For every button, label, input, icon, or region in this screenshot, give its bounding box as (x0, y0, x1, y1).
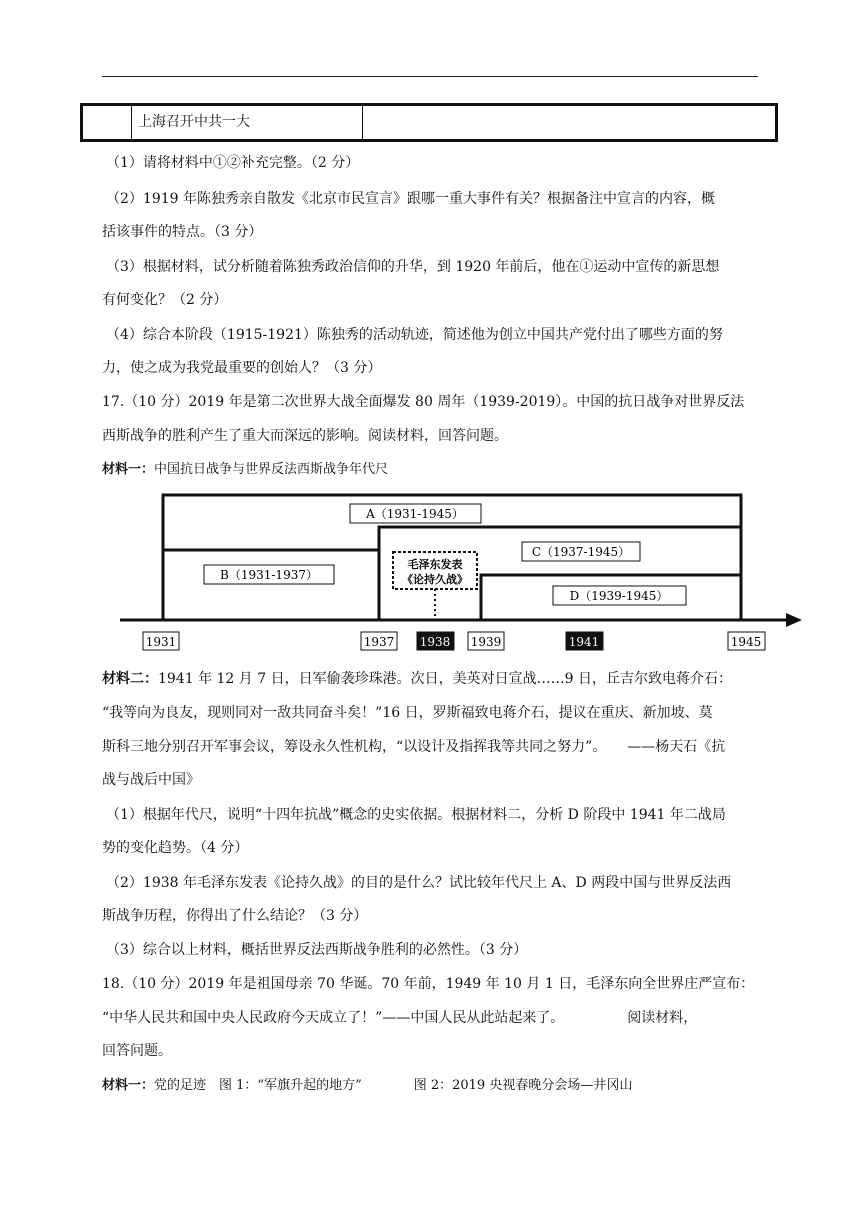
q16-sub2-line2: 括该事件的特点。（3 分） (102, 224, 263, 240)
year-1937: 1937 (363, 635, 395, 649)
q17-intro-line1: 17.（10 分）2019 年是第二次世界大战全面爆发 80 周年（1939-2019）。中国的抗日战争对世界反法 (102, 394, 745, 410)
q17-sub1-line2: 势的变化趋势。（4 分） (102, 840, 249, 856)
q16-sub3-line1: （3）根据材料，试分析随着陈独秀政治信仰的升华，到 1920 年前后，他在①运动中宣传的新思想 (106, 259, 720, 275)
q17-material2-text-a: 1941 年 12 月 7 日，日军偷袭珍珠港。次日，美英对日宣战……9 日，丘吉尔致电蒋介石： (158, 671, 732, 687)
q17-material1-caption (102, 458, 388, 477)
q16-sub4-line1: （4）综合本阶段（1915-1921）陈独秀的活动轨迹，简述他为创立中国共产党付出了哪些方面的努 (106, 327, 723, 343)
year-1939: 1939 (470, 635, 502, 649)
label-c: C（1937-1945） (531, 545, 631, 559)
q17-material2-label: 材料二： (102, 671, 158, 687)
q17-material2-line2: “我等向为良友，现则同对一敌共同奋斗矣！”16 日，罗斯福致电蒋介石，提议在重庆、新加坡、莫 (102, 705, 713, 721)
q16-sub3-line2: 有何变化？（2 分） (102, 292, 228, 308)
year-1931: 1931 (145, 635, 177, 649)
year-1941: 1941 (568, 635, 600, 649)
q17-intro-line2: 西斯战争的胜利产生了重大而深远的影响。阅读材料，回答问题。 (102, 428, 508, 444)
year-1938: 1938 (419, 635, 451, 649)
q16-sub1: （1）请将材料中①②补充完整。（2 分） (106, 155, 360, 171)
q16-sub4-line2: 力，使之成为我党最重要的创始人？（3 分） (102, 360, 382, 376)
q18-material1-caption (102, 1074, 632, 1093)
timeline-arrow-icon (786, 613, 802, 627)
q17-sub2-line1: （2）1938 年毛泽东发表《论持久战》的目的是什么？试比较年代尺上 A、D 两段中国与世界反法西 (106, 875, 732, 891)
q17-material2-line1 (102, 668, 732, 688)
label-b: B（1931-1937） (220, 568, 318, 582)
q17-material1-text: 中国抗日战争与世界反法西斯战争年代尺 (154, 462, 389, 477)
table-cell-event: 上海召开中共一大 (132, 106, 363, 139)
q16-sub2-line1: （2）1919 年陈独秀亲自散发《北京市民宣言》跟哪一重大事件有关？根据备注中宣言的内容，概 (106, 191, 715, 207)
war-timeline (0, 485, 860, 660)
header-rule (102, 76, 758, 77)
q18-intro-line3: 回答问题。 (102, 1043, 172, 1059)
q18-material1-text: 党的足迹 图 1：“军旗升起的地方” 图 2：2019 央视春晚分会场—井冈山 (154, 1078, 633, 1093)
table-cell-index (83, 106, 132, 139)
q17-material2-line4: 战与战后中国》 (102, 772, 200, 788)
table-cell-note (363, 106, 775, 139)
q17-material1-label: 材料一： (102, 462, 155, 477)
year-1945: 1945 (730, 635, 762, 649)
q17-sub2-line2: 斯战争历程，你得出了什么结论？（3 分） (102, 908, 368, 924)
q18-material1-label: 材料一： (102, 1078, 155, 1093)
q17-sub3: （3）综合以上材料，概括世界反法西斯战争胜利的必然性。（3 分） (106, 942, 528, 958)
event-table-row (80, 103, 778, 142)
q18-intro-line1: 18.（10 分）2019 年是祖国母亲 70 华诞。70 年前，1949 年 10 月 1 日，毛泽东向全世界庄严宣布： (102, 976, 755, 992)
event-text-line1: 毛泽东发表 (407, 558, 463, 571)
label-a: A（1931-1945） (366, 507, 464, 521)
event-text-line2: 《论持久战》 (402, 573, 468, 586)
q17-sub1-line1: （1）根据年代尺，说明“十四年抗战”概念的史实依据。根据材料二，分析 D 阶段中 1941 年二战局 (106, 807, 726, 823)
q18-intro-line2: “中华人民共和国中央人民政府今天成立了！”——中国人民从此站起来了。 阅读材料， (102, 1010, 698, 1026)
label-d: D（1939-1945） (569, 589, 669, 603)
q17-material2-line3: 斯科三地分别召开军事会议，筹设永久性机构，“以设计及指挥我等共同之努力”。 ——杨天石《抗 (102, 739, 726, 755)
